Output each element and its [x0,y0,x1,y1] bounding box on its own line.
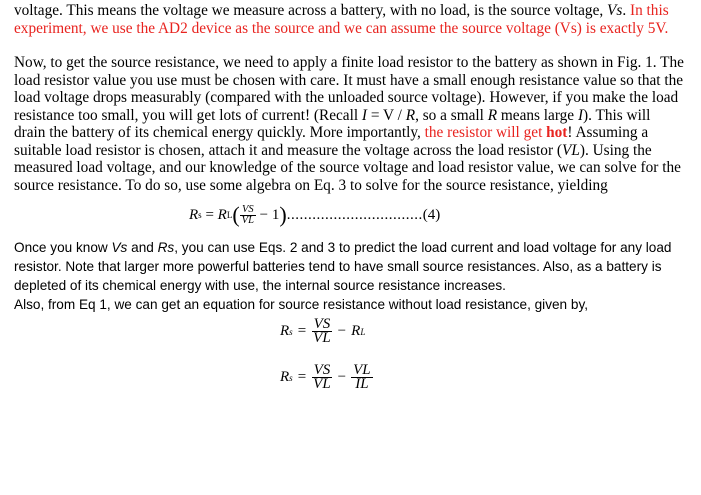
eq-minus: − [337,369,347,385]
symbol-r: R [487,106,498,124]
frac-numerator: VL [353,362,371,378]
hot-emphasis: hot [546,124,568,141]
text-run: Now, to get the source resistance, we need to apply a finite load resistor to the battery as shown in Fig. 1. The load resistor value you use must be chosen with care. It must have a small enough resistance value so that the load voltage drops measurably (compared with the unloaded source voltage). However, if you make the load resistance too small, you will get lots of current! (Recall [14,54,684,124]
vs-symbol: Vs [607,2,623,19]
fraction-vs-vl [311,318,333,345]
frac-denominator: VL [241,214,254,226]
text-run: . [622,2,627,19]
fraction-vl-il [351,364,373,391]
red-note-ad2: In this experiment, we use the AD2 device as the source and we can assume the source voltage (Vs) is exactly 5V. [14,2,669,37]
equation-number: (4) [422,206,441,223]
red-warning: the resistor will get [424,124,547,141]
eq-minus: − [337,323,347,339]
text-run: and [127,240,158,255]
eq-equals: = [297,323,307,339]
eq-rl: R [351,323,361,339]
eq-rl: R [217,206,227,223]
fraction-vs-vl [240,205,256,226]
text-run: Once you know [14,240,112,255]
document-page [14,2,684,404]
eq-lhs: R [189,206,199,223]
eq-lhs: R [280,323,290,339]
fraction-vs-vl [311,364,333,391]
text-run: ). Using the measured load voltage, and our knowledge of the source voltage and load resistor value, we can solve for the source resistance. To do so, use some algebra on Eq. 3 to solve for the source resistance, yielding [14,141,681,194]
text-run: ). This will drain the battery of its chemical energy quickly. More importantly, [14,106,651,141]
open-paren: ( [232,202,240,227]
frac-numerator: VS [313,362,331,378]
symbol-i: I [577,106,584,124]
frac-denominator: IL [355,376,369,392]
text-run: ! Assuming a suitable load resistor is chosen, attach it and measure the voltage across the load resistor ( [14,124,649,159]
vs-symbol: Vs [111,240,128,255]
frac-numerator: VS [241,203,254,215]
equation-6: R s = $\frac{VS}{VL}$ − $\frac{VL}{IL}$ [280,362,371,392]
minus-one: − 1 [255,206,280,223]
symbol-r: R [405,106,416,124]
text-run: voltage. This means the voltage we measure across a battery, with no load, is the source voltage, [14,2,608,19]
rs-symbol: Rs [157,240,175,255]
frac-denominator: VL [313,330,331,346]
equation-4: R s = R L ( $\frac{VS}{VL}$ − 1 ) ................................ (4) [189,202,441,227]
paragraph-eq1: Also, from Eq 1, we can get an equation for source resistance without load resistance, given by, [14,297,589,312]
paragraph-source-voltage [14,2,684,37]
close-paren: ) [279,202,287,227]
text-run: , so a small [415,106,488,124]
frac-numerator: VS [313,316,331,332]
eq-equals: = [201,206,218,223]
leader-dots: ................................ [286,206,423,223]
eq-lhs: R [280,369,290,385]
frac-denominator: VL [313,376,331,392]
equation-5: R s = $\frac{VS}{VL}$ − R L [280,316,366,346]
paragraph-once-you-know [14,238,684,295]
paragraph-load-resistor [14,54,684,194]
symbol-i: I [361,106,368,124]
eq-equals: = [297,369,307,385]
text-run: , you can use Eqs. 2 and 3 to predict the load current and load voltage for any load resistor. Note that larger more powerful batteries tend to have small source resistances. Also, as a battery is depleted of its chemical energy with use, the internal source resistance increases. [14,240,672,293]
text-run: = V / [367,106,406,124]
vl-symbol: VL [561,141,580,159]
text-run: means large [497,106,578,124]
